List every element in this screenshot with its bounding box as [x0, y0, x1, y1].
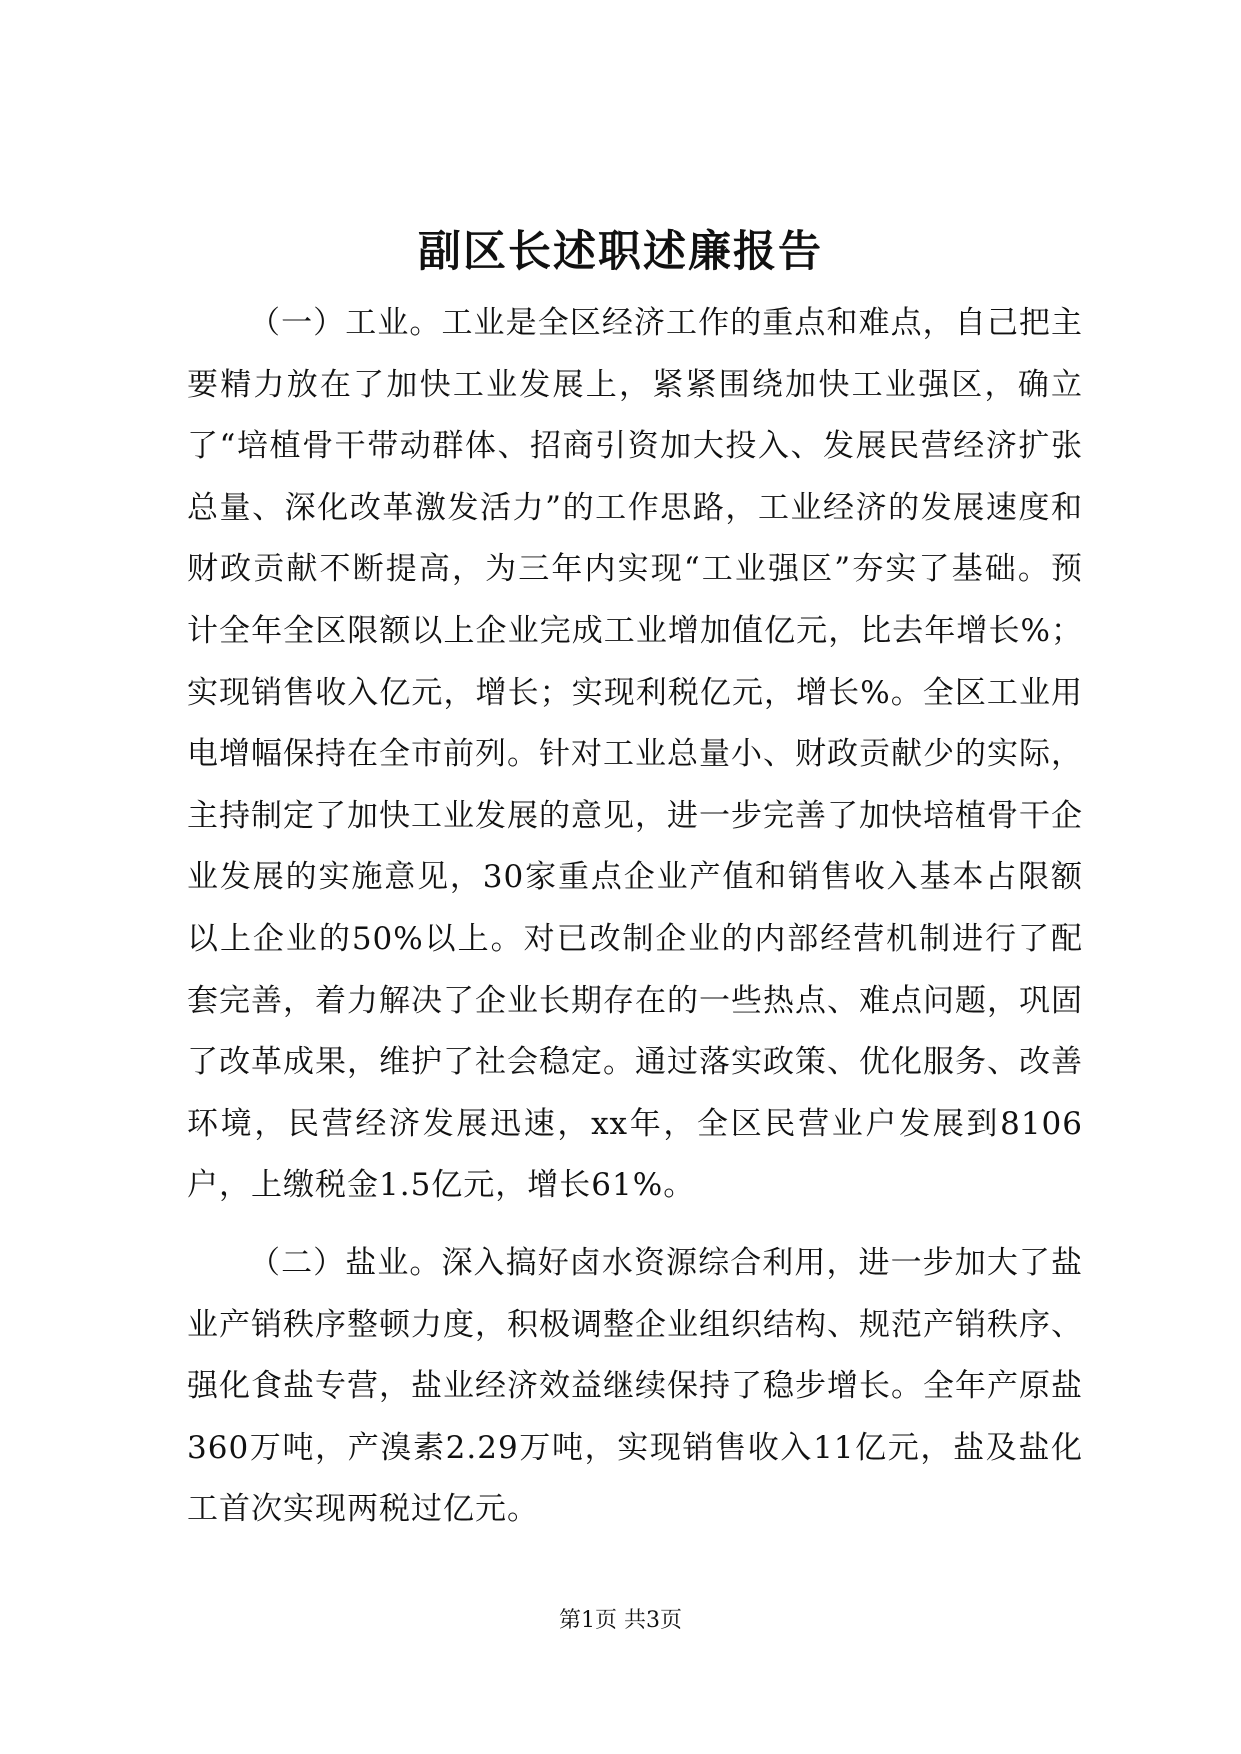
- document-title: 副区长述职述廉报告: [418, 227, 823, 277]
- paragraph-salt-industry: （二）盐业。深入搞好卤水资源综合利用，进一步加大了盐业产销秩序整顿力度，积极调整企业组织结构、规范产销秩序、强化食盐专营，盐业经济效益继续保持了稳步增长。全年产原盐360万吨，产溴素2.29万吨，实现销售收入11亿元，盐及盐化工首次实现两税过亿元。: [187, 1245, 1083, 1528]
- page-number-footer: 第1页 共3页: [559, 1608, 682, 1633]
- paragraph-industry: （一）工业。工业是全区经济工作的重点和难点，自己把主要精力放在了加快工业发展上，紧紧围绕加快工业强区，确立了“培植骨干带动群体、招商引资加大投入、发展民营经济扩张总量、深化改革激发活力”的工作思路，工业经济的发展速度和财政贡献不断提高，为三年内实现“工业强区”夯实了基础。预计全年全区限额以上企业完成工业增加值亿元，比去年增长%；实现销售收入亿元，增长；实现利税亿元，增长%。全区工业用电增幅保持在全市前列。针对工业总量小、财政贡献少的实际，主持制定了加快工业发展的意见，进一步完善了加快培植骨干企业发展的实施意见，30家重点企业产值和销售收入基本占限额以上企业的50%以上。对已改制企业的内部经营机制进行了配套完善，着力解决了企业长期存在的一些热点、难点问题，巩固了改革成果，维护了社会稳定。通过落实政策、优化服务、改善环境，民营经济发展迅速，xx年，全区民营业户发展到8106户，上缴税金1.5亿元，增长61%。: [187, 305, 1084, 1204]
